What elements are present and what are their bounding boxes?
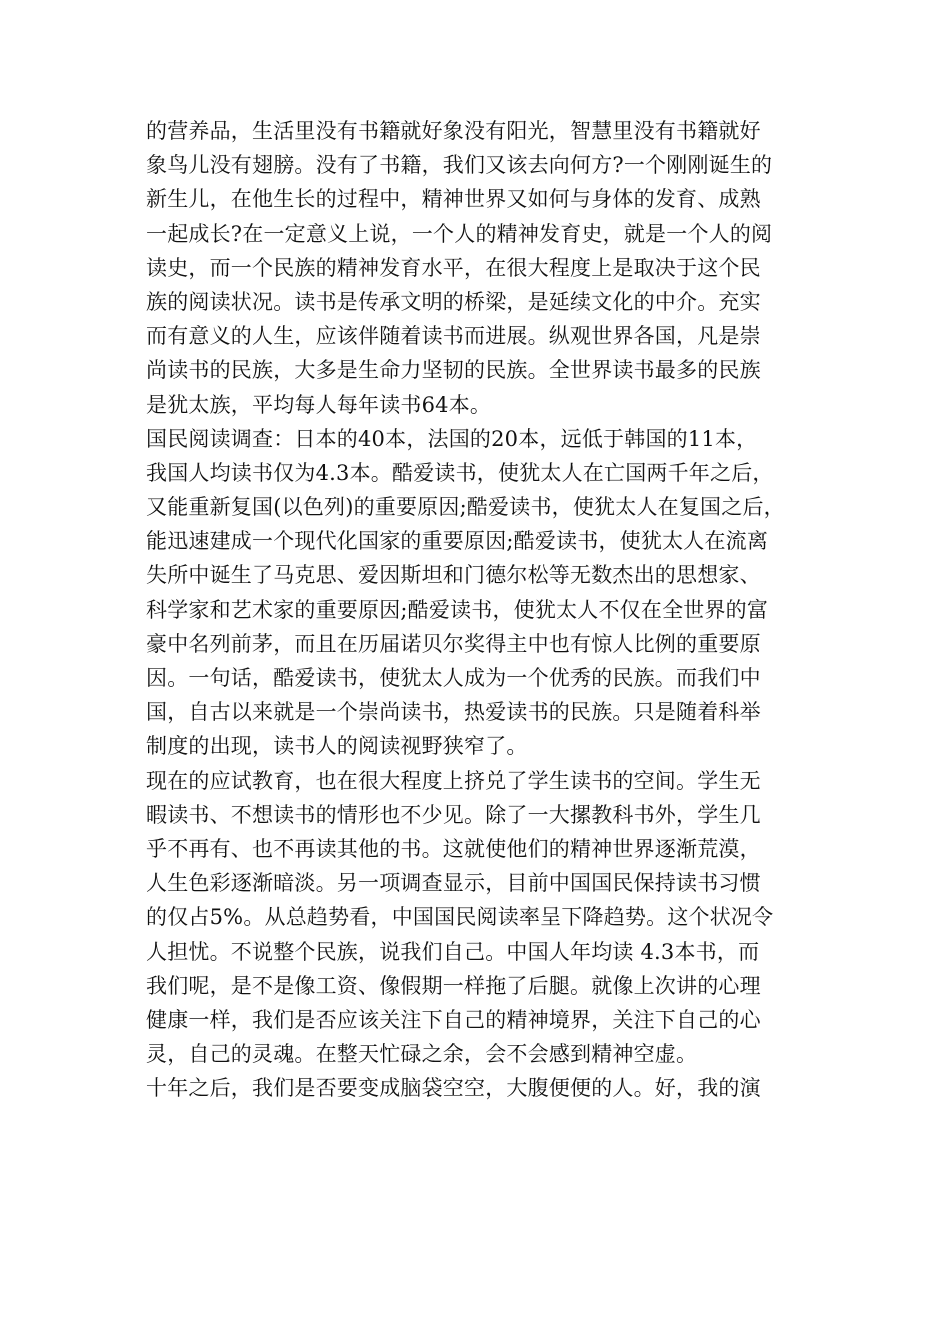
text-line: 科学家和艺术家的重要原因;酷爱读书，使犹太人不仅在全世界的富 — [146, 597, 769, 622]
text-line: 健康一样，我们是否应该关注下自己的精神境界，关注下自己的心 — [146, 1007, 761, 1032]
text-line: 失所中诞生了马克思、爱因斯坦和门德尔松等无数杰出的思想家、 — [146, 563, 761, 588]
text-line: 的营养品，生活里没有书籍就好象没有阳光，智慧里没有书籍就好 — [146, 119, 761, 143]
text-line: 又能重新复国(以色列)的重要原因;酷爱读书，使犹太人在复国之后， — [146, 495, 785, 520]
text-line: 象鸟儿没有翅膀。没有了书籍，我们又该去向何方?一个刚刚诞生的 — [146, 153, 773, 178]
text-line: 制度的出现，读书人的阅读视野狭窄了。 — [146, 734, 528, 759]
text-line: 一起成长?在一定意义上说，一个人的精神发育史，就是一个人的阅 — [146, 221, 773, 246]
text-line: 新生儿，在他生长的过程中，精神世界又如何与身体的发育、成熟 — [146, 187, 761, 212]
text-line: 暇读书、不想读书的情形也不少见。除了一大摞教科书外，学生几 — [146, 802, 761, 827]
text-line: 能迅速建成一个现代化国家的重要原因;酷爱读书，使犹太人在流离 — [146, 529, 769, 554]
text-line: 我国人均读书仅为4.3本。酷爱读书，使犹太人在亡国两千年之后， — [146, 460, 774, 485]
text-line: 人担忧。不说整个民族，说我们自己。中国人年均读 4.3本书，而 — [146, 939, 760, 964]
text-line: 人生色彩逐渐暗淡。另一项调查显示，目前中国国民保持读书习惯 — [146, 871, 761, 896]
text-line: 族的阅读状况。读书是传承文明的桥梁，是延续文化的中介。充实 — [146, 289, 761, 314]
text-line: 十年之后，我们是否要变成脑袋空空，大腹便便的人。好，我的演 — [146, 1076, 761, 1101]
text-line: 是犹太族，平均每人每年读书64本。 — [146, 392, 492, 417]
text-line: 国民阅读调查：日本的40本，法国的20本，远低于韩国的11本， — [146, 426, 758, 451]
text-line: 现在的应试教育，也在很大程度上挤兑了学生读书的空间。学生无 — [146, 768, 761, 793]
text-line: 读史，而一个民族的精神发育水平，在很大程度上是取决于这个民 — [146, 255, 761, 280]
text-line: 乎不再有、也不再读其他的书。这就使他们的精神世界逐渐荒漠， — [146, 836, 761, 861]
text-line: 灵，自己的灵魂。在整天忙碌之余，会不会感到精神空虚。 — [146, 1042, 698, 1067]
text-line: 国，自古以来就是一个崇尚读书，热爱读书的民族。只是随着科举 — [146, 700, 761, 725]
text-line: 豪中名列前茅，而且在历届诺贝尔奖得主中也有惊人比例的重要原 — [146, 631, 761, 656]
text-line: 尚读书的民族，大多是生命力坚韧的民族。全世界读书最多的民族 — [146, 358, 761, 383]
text-line: 我们呢，是不是像工资、像假期一样拖了后腿。就像上次讲的心理 — [146, 973, 761, 998]
text-line: 而有意义的人生，应该伴随着读书而进展。纵观世界各国，凡是崇 — [146, 324, 761, 349]
text-line: 的仅占5%。从总趋势看，中国国民阅读率呈下降趋势。这个状况令 — [146, 905, 774, 930]
body-text — [146, 114, 806, 1105]
text-line: 因。一句话，酷爱读书，使犹太人成为一个优秀的民族。而我们中 — [146, 666, 761, 690]
